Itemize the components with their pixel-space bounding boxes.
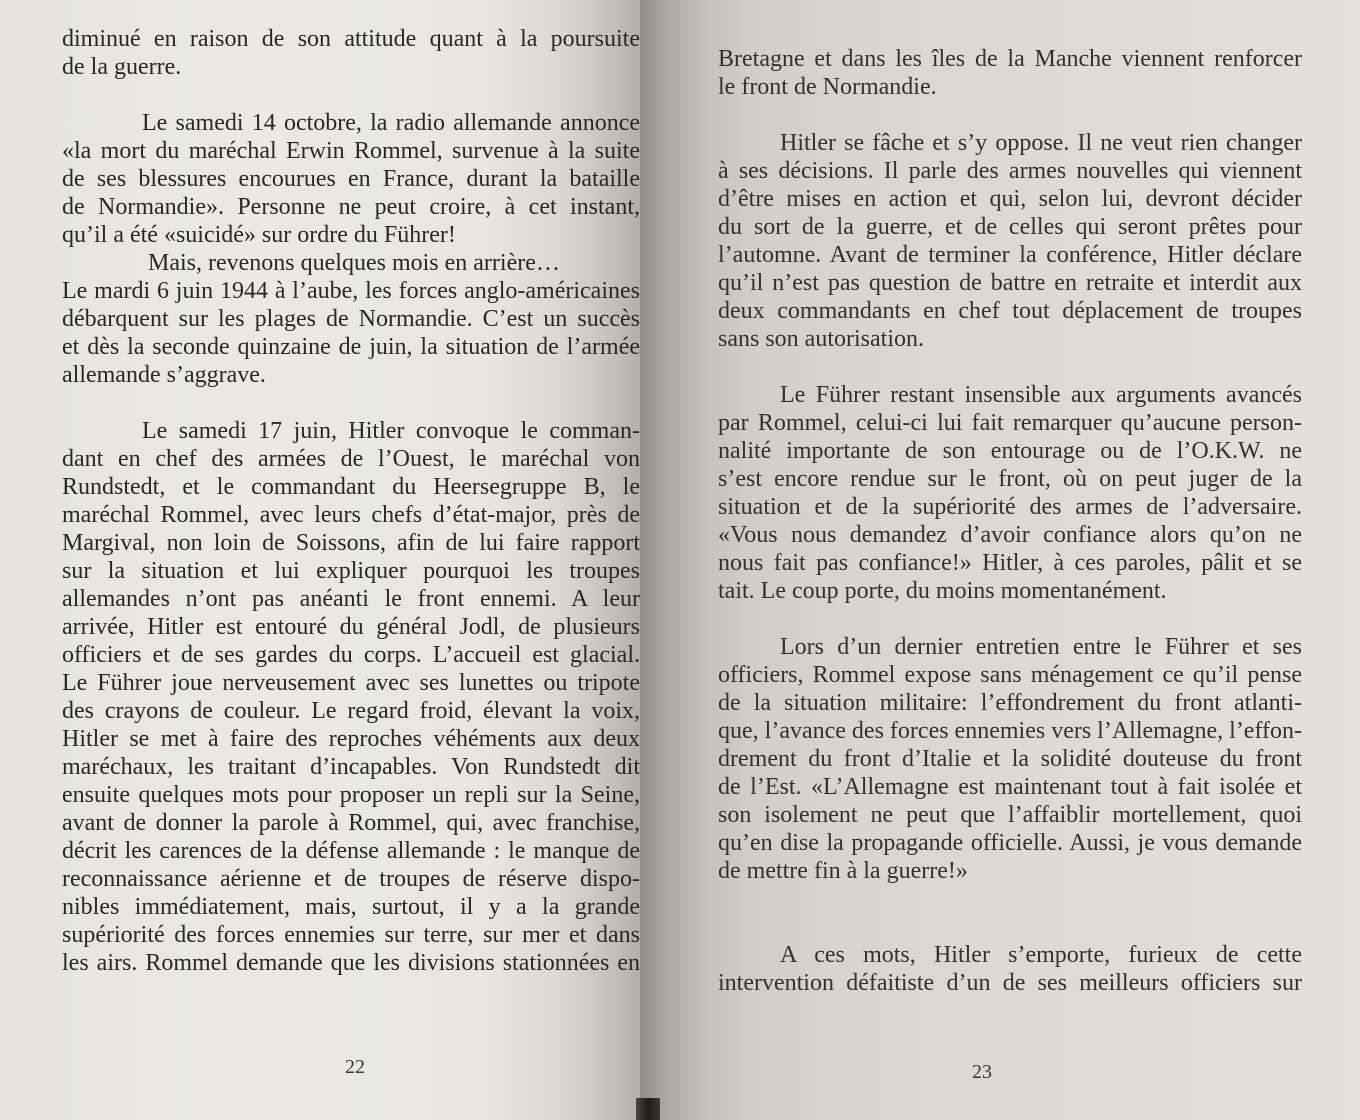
text-line: Hitler se fâche et s’y oppose. Il ne veut rien changer	[780, 130, 1302, 156]
book-spine-shadow	[636, 1098, 660, 1120]
text-line: maréchal Rommel, avec leurs chefs d’état-major, près de	[62, 502, 640, 528]
paragraph	[718, 45, 1302, 101]
text-line: Bretagne et dans les îles de la Manche viennent renforcer	[718, 46, 1302, 72]
text-line: de l’Est. «L’Allemagne est maintenant tout à fait isolée et	[718, 774, 1302, 800]
text-line: Le Führer joue nerveusement avec ses lunettes ou tripote	[62, 670, 640, 696]
text-line: Le mardi 6 juin 1944 à l’aube, les forces anglo-américaines	[62, 278, 640, 304]
text-line: du sort de la guerre, et de celles qui seront prêtes pour	[718, 214, 1302, 240]
text-line: drement du front d’Italie et la solidité douteuse du front	[718, 746, 1302, 772]
text-line: allemande s’aggrave.	[62, 362, 266, 388]
text-line: «Vous nous demandez d’avoir confiance alors qu’on ne	[718, 522, 1302, 548]
text-line: Le Führer restant insensible aux arguments avancés	[780, 382, 1302, 408]
text-line: les airs. Rommel demande que les divisions stationnées en	[62, 950, 640, 976]
left-page-text	[62, 25, 640, 977]
text-line: l’automne. Avant de terminer la conférence, Hitler déclare	[718, 242, 1302, 268]
text-line: nous fait pas confiance!» Hitler, à ces paroles, pâlit et se	[718, 550, 1302, 576]
paragraph	[62, 417, 640, 977]
page-number: 22	[345, 1056, 365, 1078]
text-line: qu’il n’est pas question de battre en retraite et interdit aux	[718, 270, 1302, 296]
text-line: situation et de la supériorité des armes de l’adversaire.	[718, 494, 1302, 520]
text-line: Lors d’un dernier entretien entre le Führer et ses	[780, 634, 1302, 660]
text-line: A ces mots, Hitler s’emporte, furieux de cette	[780, 942, 1302, 968]
text-line: débarquent sur les plages de Normandie. C’est un succès	[62, 306, 640, 332]
text-line: de mettre fin à la guerre!»	[718, 858, 968, 884]
text-line: de Normandie». Personne ne peut croire, à cet instant,	[62, 194, 640, 220]
text-line: d’être mises en action et qui, selon lui, devront décider	[718, 186, 1302, 212]
text-line: s’est encore rendue sur le front, où on peut juger de la	[718, 466, 1302, 492]
text-line: nibles immédiatement, mais, surtout, il y a la grande	[62, 894, 640, 920]
paragraph	[62, 249, 640, 277]
text-line: tait. Le coup porte, du moins momentanément.	[718, 578, 1167, 604]
text-line: par Rommel, celui-ci lui fait remarquer qu’aucune person-	[718, 410, 1302, 436]
text-line: de la guerre.	[62, 54, 182, 80]
text-line: et dès la seconde quinzaine de juin, la situation de l’armée	[62, 334, 640, 360]
text-line: Le samedi 17 juin, Hitler convoque le comman-	[142, 418, 640, 444]
text-line: sans son autorisation.	[718, 326, 924, 352]
text-line: intervention défaitiste d’un de ses meilleurs officiers sur	[718, 970, 1302, 996]
text-line: ensuite quelques mots pour proposer un repli sur la Seine,	[62, 782, 640, 808]
text-line: allemandes n’ont pas anéanti le front ennemi. A leur	[62, 586, 640, 612]
paragraph	[718, 381, 1302, 605]
text-line: maréchaux, les traitant d’incapables. Von Rundstedt dit	[62, 754, 640, 780]
text-line: Margival, non loin de Soissons, afin de lui faire rapport	[62, 530, 640, 556]
text-line: sur la situation et lui expliquer pourquoi les troupes	[62, 558, 640, 584]
text-line: officiers, Rommel expose sans ménagement ce qu’il pense	[718, 662, 1302, 688]
text-line: décrit les carences de la défense allemande : le manque de	[62, 838, 640, 864]
text-line: reconnaissance aérienne et de troupes de réserve dispo-	[62, 866, 640, 892]
text-line: son isolement ne peut que l’affaiblir mortellement, quoi	[718, 802, 1302, 828]
text-line: avant de donner la parole à Rommel, qui, avec franchise,	[62, 810, 640, 836]
text-line: que, l’avance des forces ennemies vers l’Allemagne, l’effon-	[718, 718, 1302, 744]
text-line: à ses décisions. Il parle des armes nouvelles qui viennent	[718, 158, 1302, 184]
text-line: arrivée, Hitler est entouré du général Jodl, de plusieurs	[62, 614, 640, 640]
right-page-text	[718, 45, 1302, 997]
paragraph	[718, 129, 1302, 353]
text-line: «la mort du maréchal Erwin Rommel, survenue à la suite	[62, 138, 640, 164]
text-line: dant en chef des armées de l’Ouest, le maréchal von	[62, 446, 640, 472]
text-line: qu’il a été «suicidé» sur ordre du Führer!	[62, 222, 456, 248]
text-line: supériorité des forces ennemies sur terre, sur mer et dans	[62, 922, 640, 948]
text-line: Hitler se met à faire des reproches véhéments aux deux	[62, 726, 640, 752]
text-line: de ses blessures encourues en France, durant la bataille	[62, 166, 640, 192]
paragraph	[62, 109, 640, 249]
right-page	[640, 0, 1360, 1120]
text-line: officiers et de ses gardes du corps. L’accueil est glacial.	[62, 642, 640, 668]
paragraph	[62, 25, 640, 81]
left-page	[0, 0, 640, 1120]
text-line: qu’en dise la propagande officielle. Aussi, je vous demande	[718, 830, 1302, 856]
paragraph	[718, 633, 1302, 885]
text-line: diminué en raison de son attitude quant à la poursuite	[62, 26, 640, 52]
page-number: 23	[972, 1061, 992, 1083]
paragraph	[62, 277, 640, 389]
text-line: deux commandants en chef tout déplacement de troupes	[718, 298, 1302, 324]
text-line: Mais, revenons quelques mois en arrière…	[148, 250, 560, 276]
text-line: Rundstedt, et le commandant du Heersegruppe B, le	[62, 474, 640, 500]
text-line: de la situation militaire: l’effondrement du front atlanti-	[718, 690, 1302, 716]
paragraph	[718, 941, 1302, 997]
text-line: des crayons de couleur. Le regard froid, élevant la voix,	[62, 698, 640, 724]
text-line: nalité importante de son entourage ou de l’O.K.W. ne	[718, 438, 1302, 464]
text-line: le front de Normandie.	[718, 74, 937, 100]
text-line: Le samedi 14 octobre, la radio allemande annonce	[142, 110, 640, 136]
